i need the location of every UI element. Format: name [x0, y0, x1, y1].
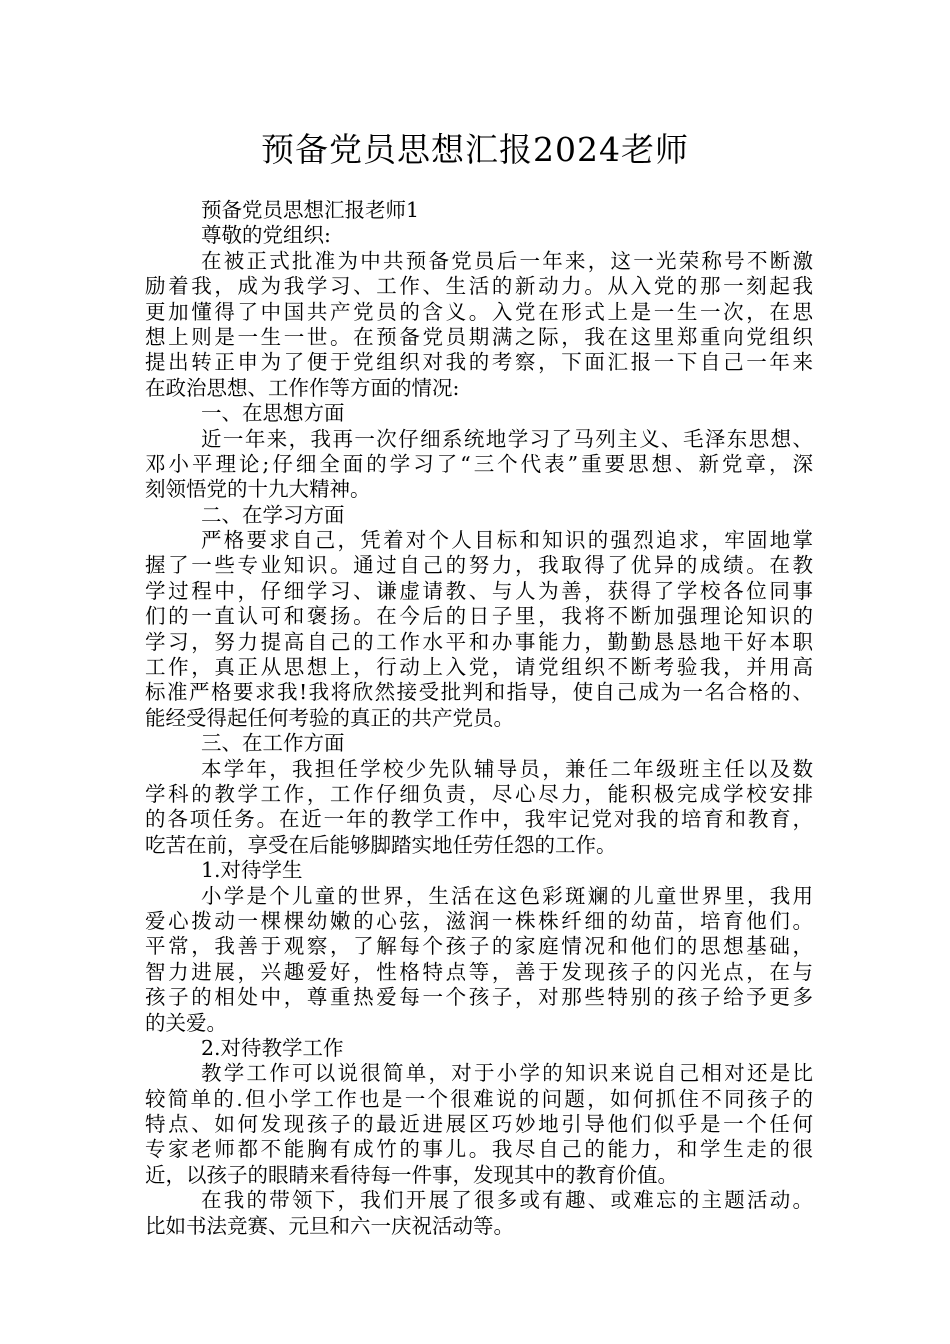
paragraph-line: 更加懂得了中国共产党员的含义。入党在形式上是一生一次，在思: [145, 299, 813, 324]
paragraph-line: 的各项任务。在近一年的教学工作中，我牢记党对我的培育和教育，: [145, 807, 813, 832]
paragraph-line: 刻领悟党的十九大精神。: [145, 477, 371, 502]
paragraph-line: 本学年，我担任学校少先队辅导员，兼任二年级班主任以及数: [201, 756, 813, 781]
paragraph-line: 近一年来，我再一次仔细系统地学习了马列主义、毛泽东思想、: [201, 426, 813, 451]
paragraph-line: 近，以孩子的眼睛来看待每一件事，发现其中的教育价值。: [145, 1162, 678, 1187]
paragraph-line: 的关爱。: [145, 1010, 227, 1035]
document-title: 预备党员思想汇报2024老师: [261, 130, 689, 169]
paragraph-line: 吃苦在前，享受在后能够脚踏实地任劳任怨的工作。: [145, 832, 617, 857]
paragraph-line: 智力进展，兴趣爱好，性格特点等，善于发现孩子的闪光点，在与: [145, 959, 813, 984]
paragraph-line: 握了一些专业知识。通过自己的努力，我取得了优异的成绩。在教: [145, 553, 813, 578]
paragraph-line: 在政治思想、工作作等方面的情况:: [145, 375, 460, 400]
paragraph-line: 们的一直认可和褒扬。在今后的日子里，我将不断加强理论知识的: [145, 604, 813, 629]
paragraph-line: 邓小平理论;仔细全面的学习了“三个代表”重要思想、新党章，深: [145, 451, 813, 476]
paragraph-line: 在我的带领下，我们开展了很多或有趣、或难忘的主题活动。: [201, 1188, 813, 1213]
paragraph-line: 想上则是一生一世。在预备党员期满之际，我在这里郑重向党组织: [145, 324, 813, 349]
paragraph-line: 严格要求自己，凭着对个人目标和知识的强烈追求，牢固地掌: [201, 528, 813, 553]
subsection-heading: 2.对待教学工作: [201, 1035, 344, 1060]
paragraph-line: 能经受得起任何考验的真正的共产党员。: [145, 705, 514, 730]
paragraph-line: 教学工作可以说很简单，对于小学的知识来说自己相对还是比: [201, 1061, 813, 1086]
paragraph-line: 学习，努力提高自己的工作水平和办事能力，勤勤恳恳地干好本职: [145, 629, 813, 654]
paragraph-line: 励着我，成为我学习、工作、生活的新动力。从入党的那一刻起我: [145, 274, 813, 299]
paragraph-line: 提出转正申为了便于党组织对我的考察，下面汇报一下自己一年来: [145, 350, 813, 375]
paragraph-line: 较简单的.但小学工作也是一个很难说的问题，如何抓住不同孩子的: [145, 1086, 813, 1111]
subtitle-line: 预备党员思想汇报老师1: [201, 198, 420, 222]
paragraph-line: 孩子的相处中，尊重热爱每一个孩子，对那些特别的孩子给予更多: [145, 985, 813, 1010]
section-heading: 一、在思想方面: [201, 401, 345, 426]
paragraph-line: 专家老师都不能胸有成竹的事儿。我尽自己的能力，和学生走的很: [145, 1137, 813, 1162]
paragraph-line: 学过程中，仔细学习、谦虚请教、与人为善，获得了学校各位同事: [145, 578, 813, 603]
document-body: [145, 198, 813, 1239]
paragraph-line: 特点、如何发现孩子的最近进展区巧妙地引导他们似乎是一个任何: [145, 1112, 813, 1137]
paragraph-line: 工作，真正从思想上，行动上入党，请党组织不断考验我，并用高: [145, 655, 813, 680]
paragraph-line: 爱心拨动一棵棵幼嫩的心弦，滋润一株株纤细的幼苗，培育他们。: [145, 908, 813, 933]
paragraph-line: 小学是个儿童的世界，生活在这色彩斑斓的儿童世界里，我用: [201, 883, 813, 908]
section-heading: 二、在学习方面: [201, 502, 345, 527]
paragraph-line: 学科的教学工作，工作仔细负责，尽心尽力，能积极完成学校安排: [145, 781, 813, 806]
salutation-line: 尊敬的党组织:: [201, 223, 331, 248]
paragraph-line: 在被正式批准为中共预备党员后一年来，这一光荣称号不断激: [201, 248, 813, 273]
paragraph-line: 标准严格要求我!我将欣然接受批判和指导，使自己成为一名合格的、: [145, 680, 813, 705]
section-heading: 三、在工作方面: [201, 731, 345, 756]
paragraph-line: 比如书法竞赛、元旦和六一庆祝活动等。: [145, 1213, 514, 1238]
paragraph-line: 平常，我善于观察，了解每个孩子的家庭情况和他们的思想基础，: [145, 934, 813, 959]
subsection-heading: 1.对待学生: [201, 858, 303, 883]
